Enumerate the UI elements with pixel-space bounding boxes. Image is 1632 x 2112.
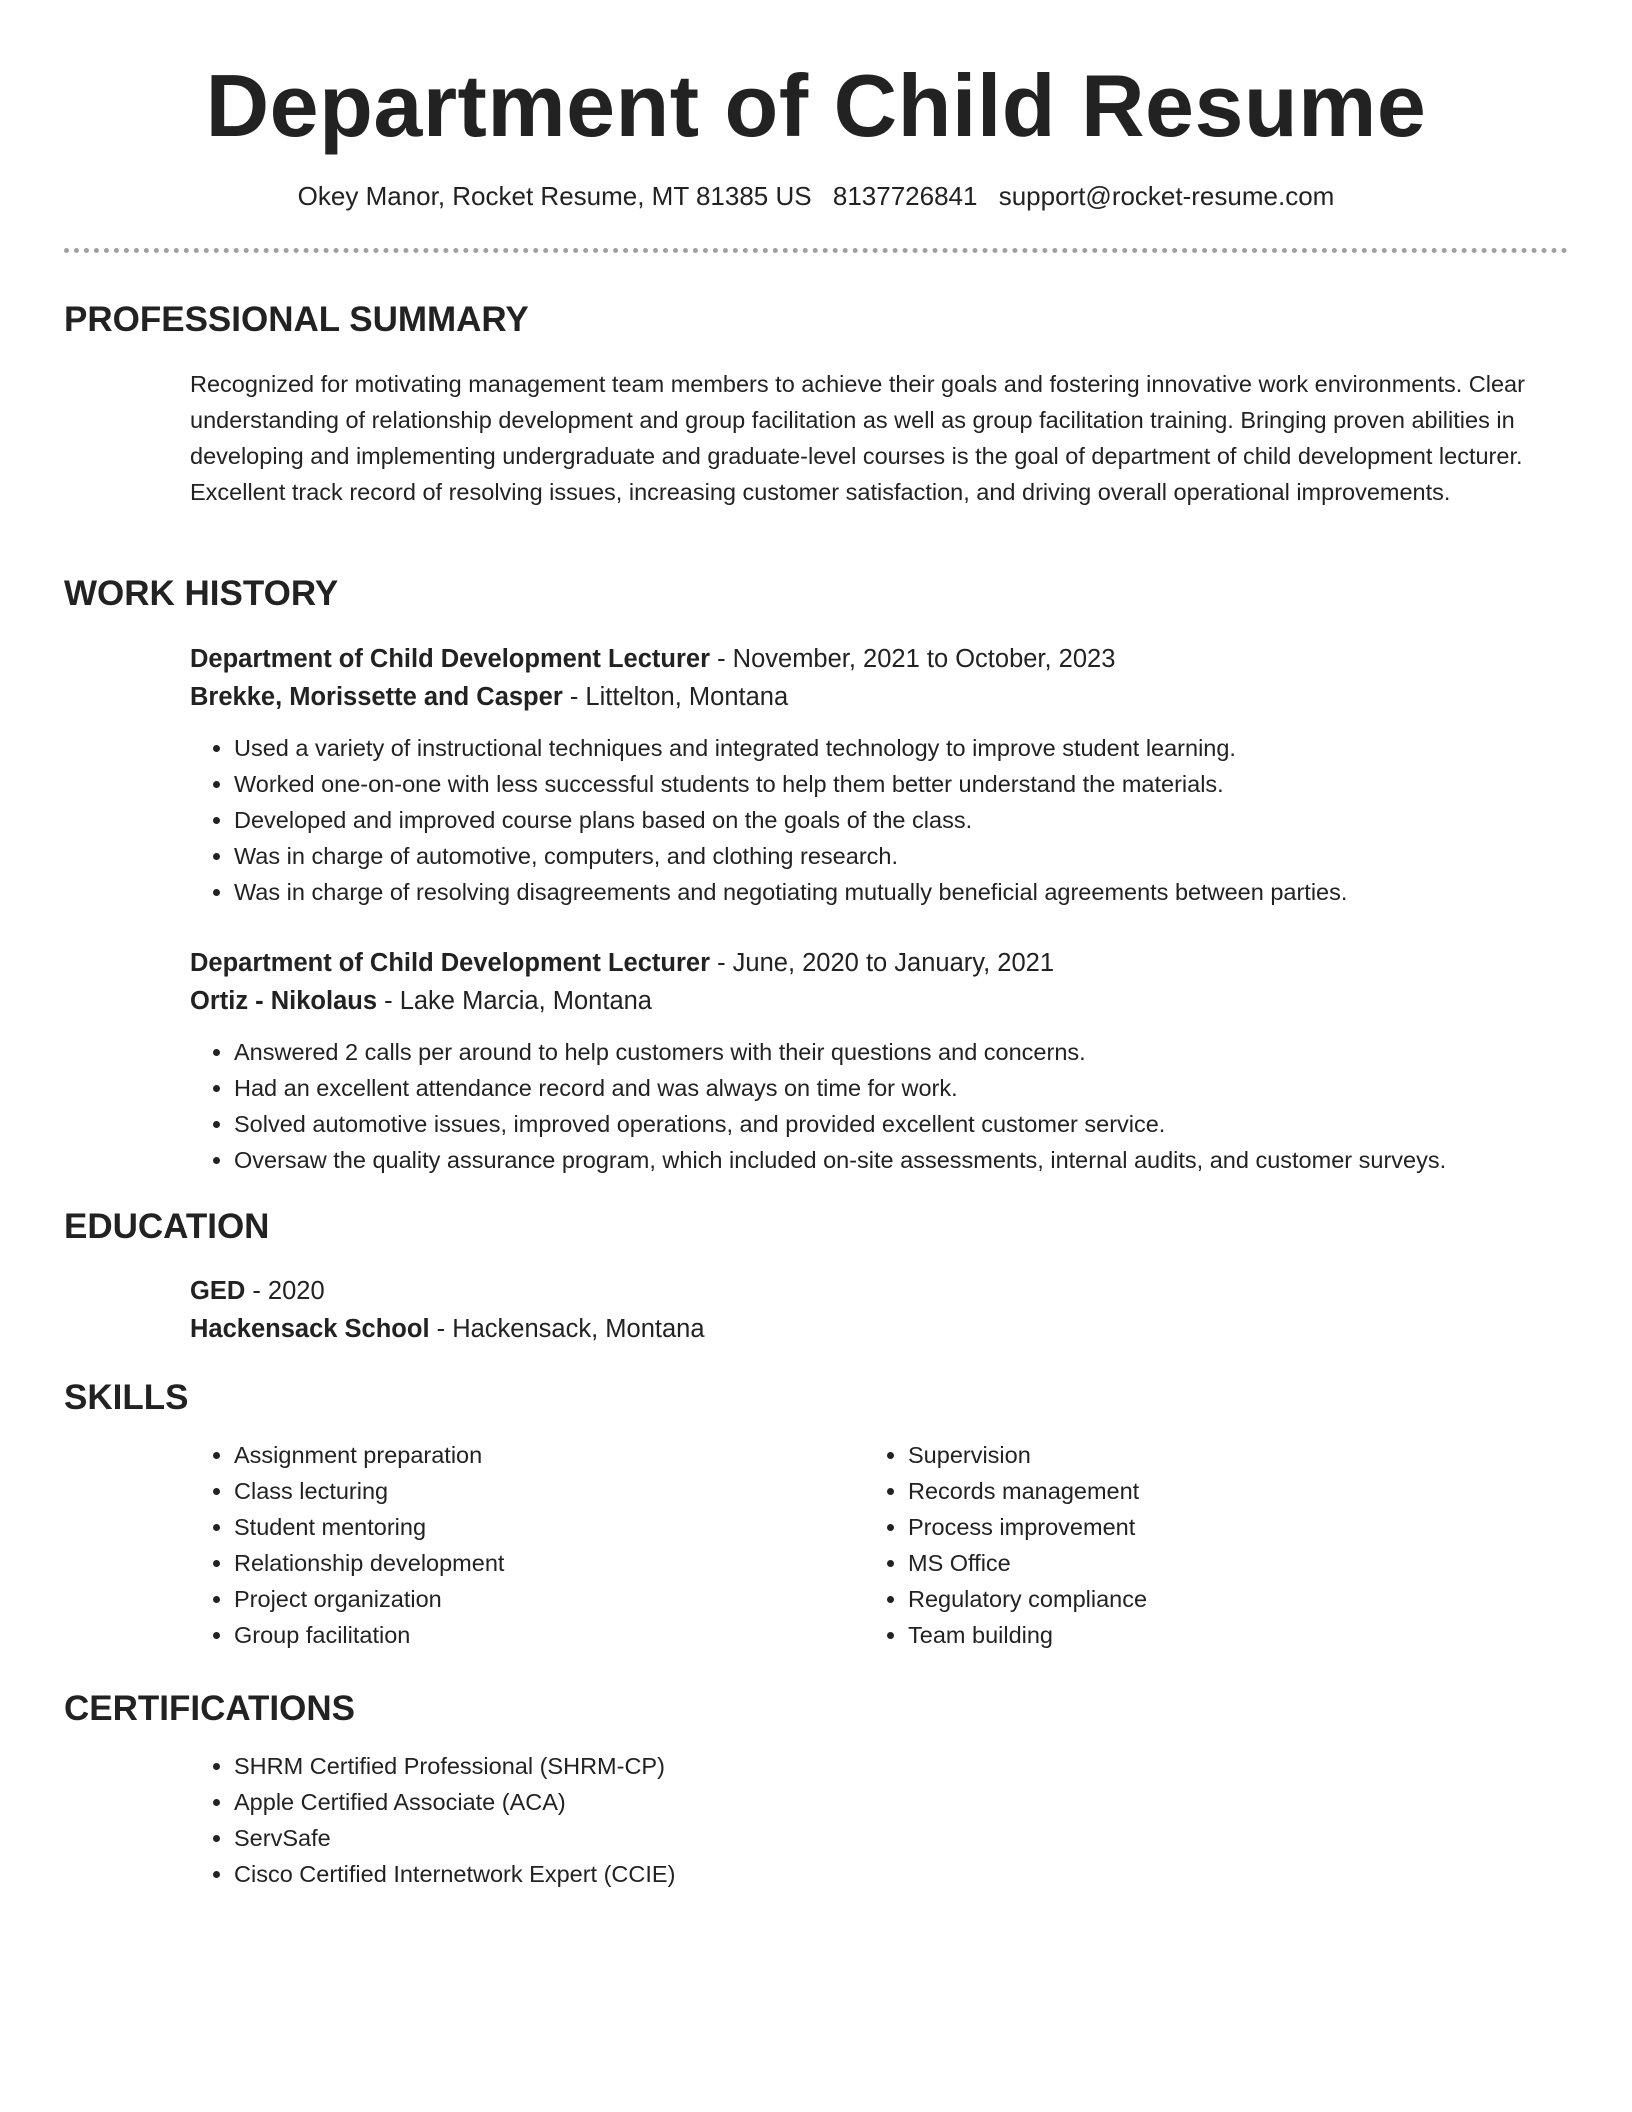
header-divider bbox=[64, 248, 1568, 253]
section-title-skills: SKILLS bbox=[64, 1378, 189, 1417]
job-company-line bbox=[190, 678, 1568, 716]
education-entry bbox=[190, 1272, 1568, 1348]
list-item: • Answered 2 calls per around to help customers with their questions and concerns. bbox=[234, 1034, 1568, 1070]
list-item: • Cisco Certified Internetwork Expert (CCIE) bbox=[234, 1856, 1568, 1892]
summary-section bbox=[190, 366, 1568, 510]
education-year: - 2020 bbox=[245, 1277, 325, 1305]
list-item: • Used a variety of instructional techniques and integrated technology to improve student learning. bbox=[234, 730, 1568, 766]
contact-address: Okey Manor, Rocket Resume, MT 81385 US bbox=[297, 181, 812, 211]
job-company: Brekke, Morissette and Casper bbox=[190, 683, 563, 711]
job-role: Department of Child Development Lecturer bbox=[190, 645, 710, 673]
job-location: - Lake Marcia, Montana bbox=[377, 987, 652, 1015]
list-item: • Student mentoring bbox=[234, 1509, 504, 1545]
job-company: Ortiz - Nikolaus bbox=[190, 987, 378, 1015]
job-entry bbox=[190, 640, 1568, 910]
list-item: • Supervision bbox=[908, 1437, 1147, 1473]
job-role: Department of Child Development Lecturer bbox=[190, 949, 710, 977]
job-title-line bbox=[190, 640, 1568, 678]
education-school-line bbox=[190, 1310, 1568, 1348]
list-item: • Class lecturing bbox=[234, 1473, 504, 1509]
certifications-list bbox=[190, 1748, 1568, 1892]
contact-email: support@rocket-resume.com bbox=[998, 181, 1335, 211]
list-item: • Group facilitation bbox=[234, 1617, 504, 1653]
list-item: • Worked one-on-one with less successful students to help them better understand the materials. bbox=[234, 766, 1568, 802]
list-item: • MS Office bbox=[908, 1545, 1147, 1581]
section-title-education: EDUCATION bbox=[64, 1207, 270, 1246]
list-item: • SHRM Certified Professional (SHRM-CP) bbox=[234, 1748, 1568, 1784]
education-degree: GED bbox=[190, 1277, 246, 1305]
list-item: • Had an excellent attendance record and was always on time for work. bbox=[234, 1070, 1568, 1106]
list-item: • Project organization bbox=[234, 1581, 504, 1617]
certifications-section bbox=[190, 1748, 1568, 1892]
list-item: • Apple Certified Associate (ACA) bbox=[234, 1784, 1568, 1820]
list-item: • Oversaw the quality assurance program, which included on-site assessments, internal audits, and customer surveys. bbox=[234, 1142, 1568, 1178]
list-item: • Team building bbox=[908, 1617, 1147, 1653]
resume-page bbox=[64, 0, 1568, 1887]
list-item: • Process improvement bbox=[908, 1509, 1147, 1545]
education-school: Hackensack School bbox=[190, 1315, 430, 1343]
list-item: • Was in charge of resolving disagreements and negotiating mutually beneficial agreements between parties. bbox=[234, 874, 1568, 910]
job-company-line bbox=[190, 982, 1568, 1020]
job-location: - Littelton, Montana bbox=[562, 683, 789, 711]
list-item: • Was in charge of automotive, computers, and clothing research. bbox=[234, 838, 1568, 874]
job-title-line bbox=[190, 944, 1568, 982]
section-title-certifications: CERTIFICATIONS bbox=[64, 1689, 356, 1728]
section-title-summary: PROFESSIONAL SUMMARY bbox=[64, 300, 529, 339]
education-location: - Hackensack, Montana bbox=[429, 1315, 705, 1343]
list-item: • Developed and improved course plans based on the goals of the class. bbox=[234, 802, 1568, 838]
contact-phone: 8137726841 bbox=[832, 181, 978, 211]
resume-name: Department of Child Resume bbox=[205, 56, 1427, 155]
job-bullets bbox=[190, 1034, 1568, 1178]
list-item: • ServSafe bbox=[234, 1820, 1568, 1856]
list-item: • Relationship development bbox=[234, 1545, 504, 1581]
skills-column-right bbox=[864, 1437, 1147, 1653]
job-dates: - November, 2021 to October, 2023 bbox=[710, 645, 1116, 673]
list-item: • Records management bbox=[908, 1473, 1147, 1509]
summary-text: Recognized for motivating management team members to achieve their goals and fostering innovative work environments. Clear understanding of relationship development and group facilitation as well as group facilitation training. Bringing proven abilities in developing and implementing undergraduate and graduate-level courses is the goal of department of child development lecturer. Excellent track record of resolving issues, increasing customer satisfaction, and driving overall operational improvements. bbox=[190, 371, 1525, 505]
skills-column-left bbox=[190, 1437, 504, 1653]
job-bullets bbox=[190, 730, 1568, 910]
list-item: • Regulatory compliance bbox=[908, 1581, 1147, 1617]
job-entry bbox=[190, 944, 1568, 1178]
job-dates: - June, 2020 to January, 2021 bbox=[710, 949, 1055, 977]
education-degree-line bbox=[190, 1272, 1568, 1310]
list-item: • Assignment preparation bbox=[234, 1437, 504, 1473]
list-item: • Solved automotive issues, improved operations, and provided excellent customer service. bbox=[234, 1106, 1568, 1142]
section-title-work: WORK HISTORY bbox=[64, 574, 339, 613]
contact-line bbox=[64, 178, 1568, 214]
